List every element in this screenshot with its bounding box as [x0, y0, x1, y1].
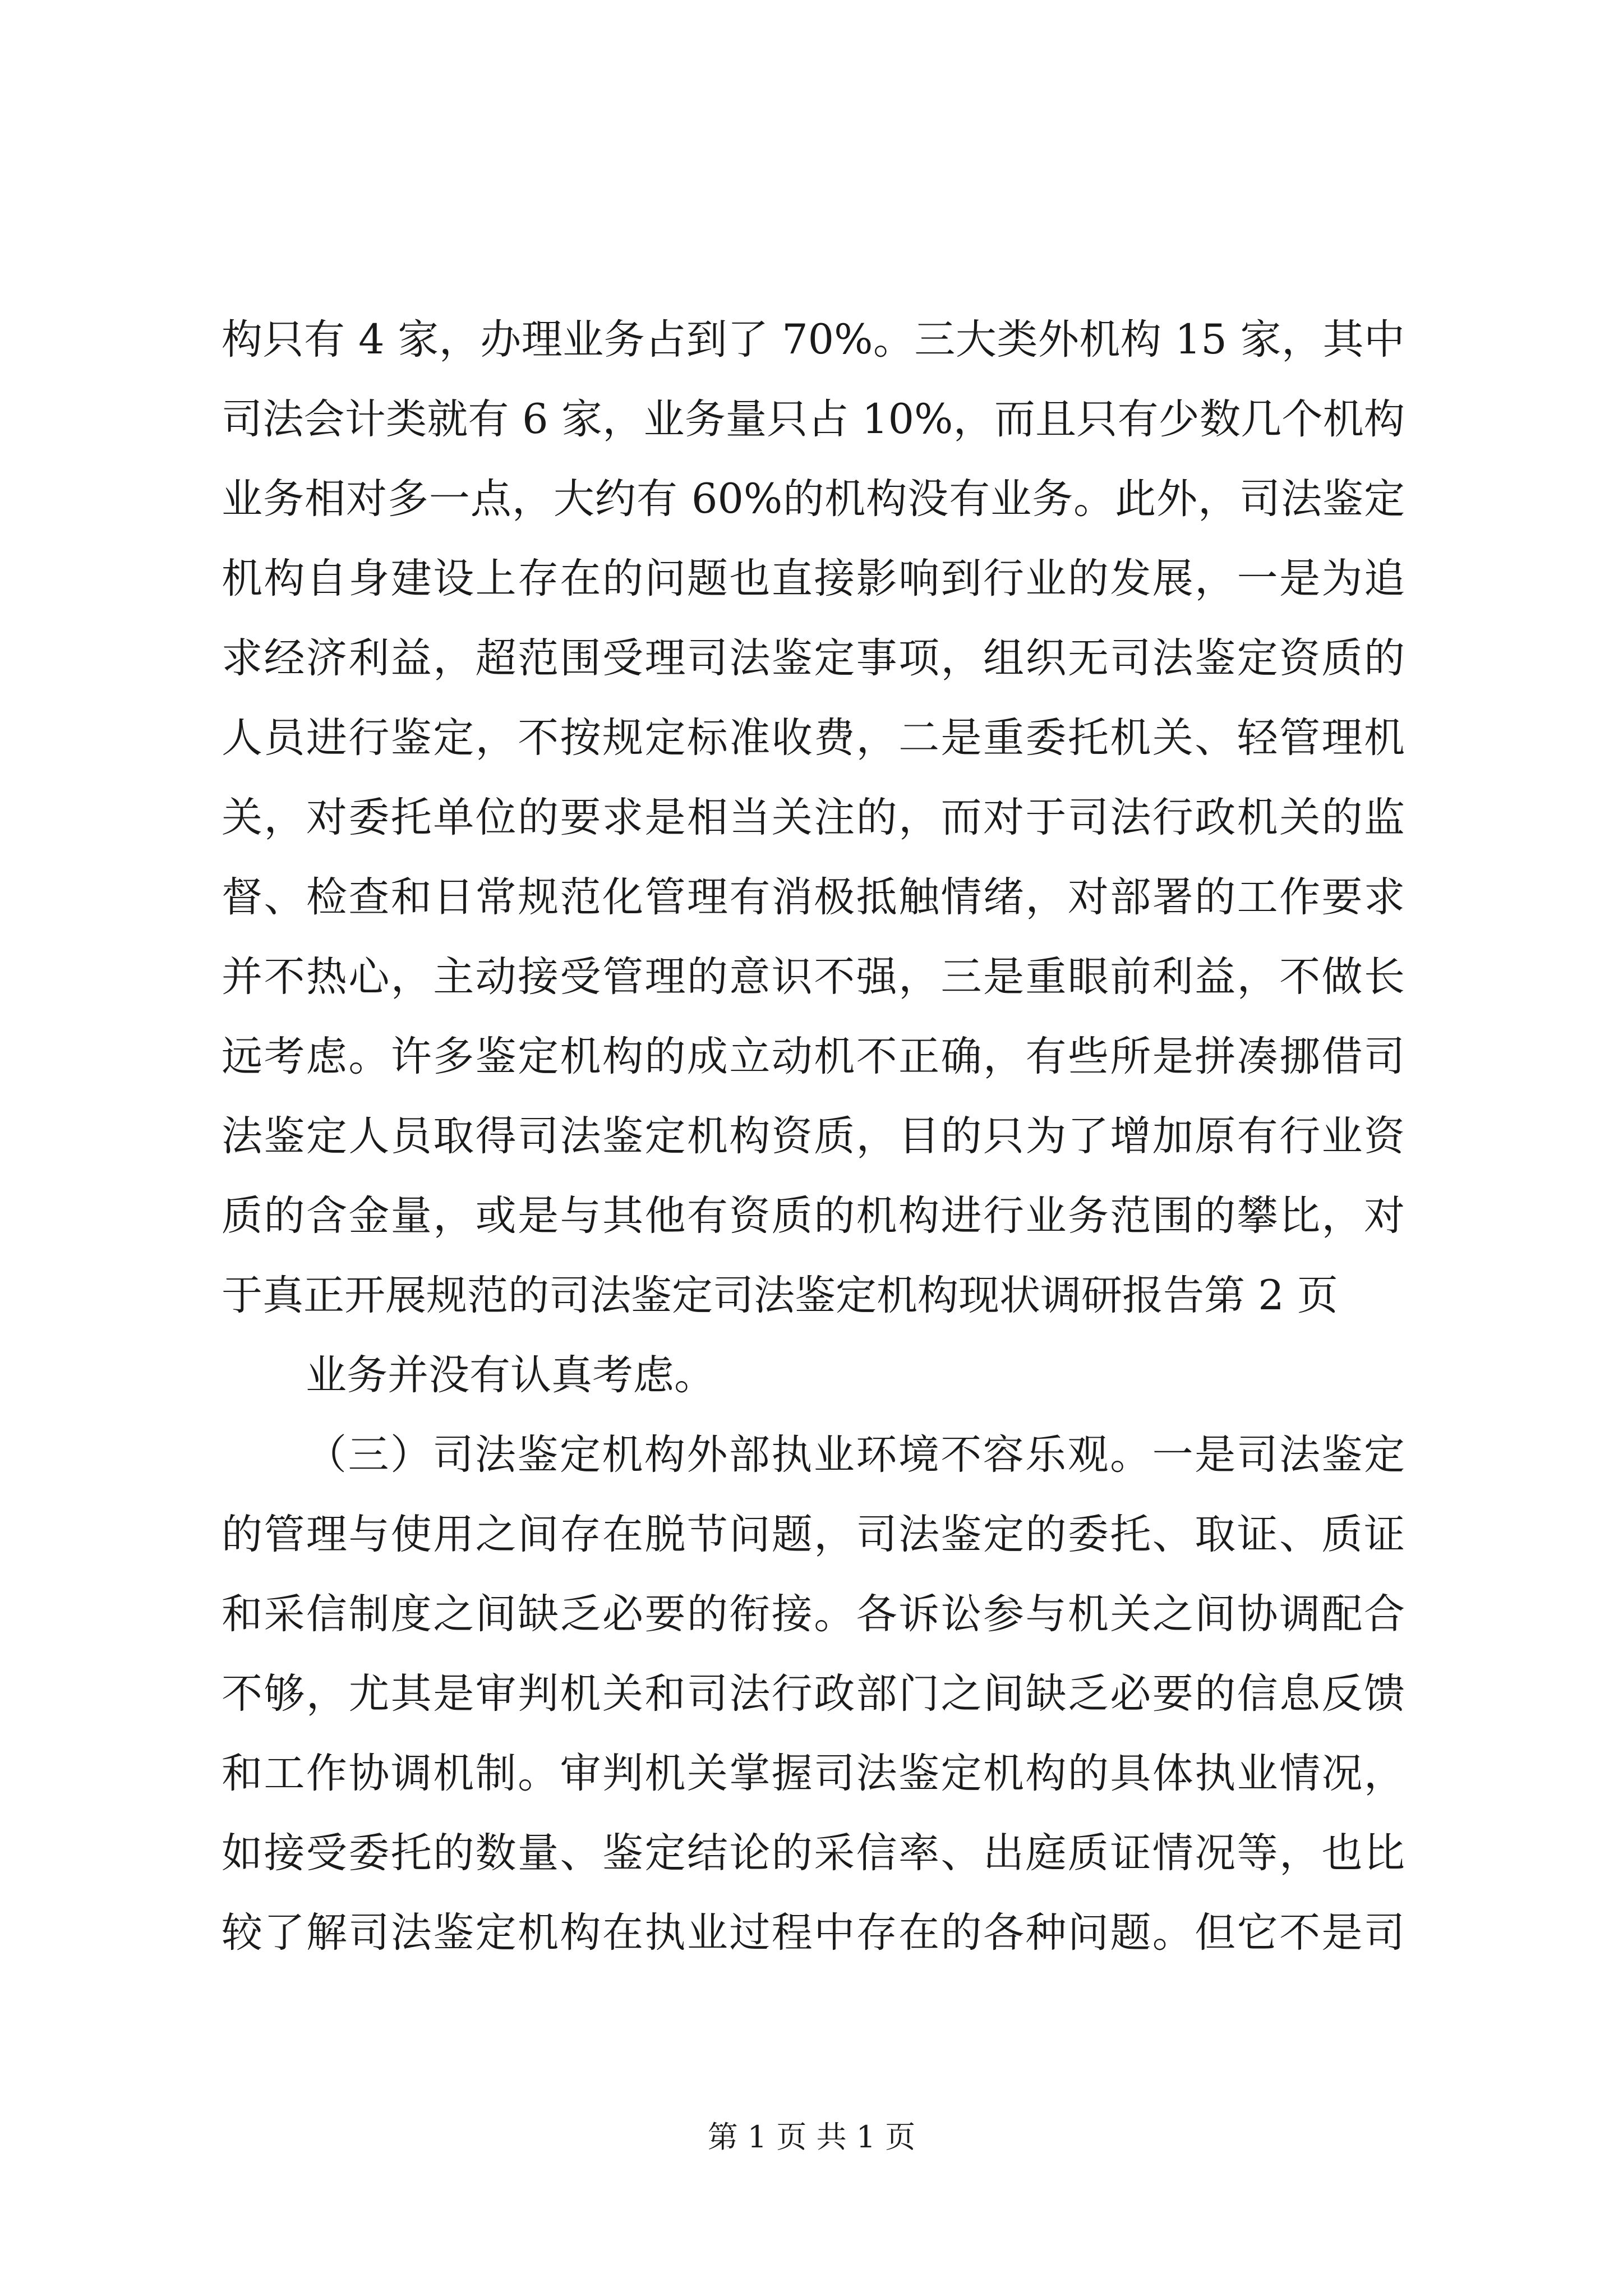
body-text — [222, 300, 1405, 1973]
text-line: 远考虑。许多鉴定机构的成立动机不正确，有些所是拼凑挪借司 — [222, 1033, 1405, 1080]
text-line: 人员进行鉴定，不按规定标准收费，二是重委托机关、轻管理机 — [222, 714, 1405, 762]
text-line: 质的含金量，或是与其他有资质的机构进行业务范围的攀比，对 — [222, 1192, 1405, 1240]
text-line: 求经济利益，超范围受理司法鉴定事项，组织无司法鉴定资质的 — [222, 634, 1405, 682]
text-line: 较了解司法鉴定机构在执业过程中存在的各种问题。但它不是司 — [222, 1909, 1405, 1957]
text-line: 于真正开展规范的司法鉴定司法鉴定机构现状调研报告第 2 页 — [222, 1272, 1338, 1319]
text-line: 不够，尤其是审判机关和司法行政部门之间缺乏必要的信息反馈 — [222, 1670, 1405, 1718]
page-footer: 第 1 页 共 1 页 — [707, 2119, 916, 2155]
text-line: 和工作协调机制。审判机关掌握司法鉴定机构的具体执业情况， — [222, 1750, 1405, 1797]
text-line: 的管理与使用之间存在脱节问题，司法鉴定的委托、取证、质证 — [222, 1511, 1405, 1558]
text-line: 并不热心，主动接受管理的意识不强，三是重眼前利益，不做长 — [222, 953, 1405, 1001]
paragraph-start-line: 业务并没有认真考虑。 — [306, 1351, 715, 1399]
text-line: 法鉴定人员取得司法鉴定机构资质，目的只为了增加原有行业资 — [222, 1112, 1405, 1160]
paragraph-start-line: （三）司法鉴定机构外部执业环境不容乐观。一是司法鉴定 — [306, 1431, 1405, 1479]
text-line: 关，对委托单位的要求是相当关注的，而对于司法行政机关的监 — [222, 794, 1405, 841]
text-line: 督、检查和日常规范化管理有消极抵触情绪，对部署的工作要求 — [222, 873, 1405, 921]
text-line: 构只有 4 家，办理业务占到了 70%。三大类外机构 15 家，其中 — [222, 316, 1405, 364]
text-line: 业务相对多一点，大约有 60%的机构没有业务。此外，司法鉴定 — [222, 475, 1405, 523]
text-line: 机构自身建设上存在的问题也直接影响到行业的发展，一是为追 — [222, 555, 1405, 602]
text-line: 如接受委托的数量、鉴定结论的采信率、出庭质证情况等，也比 — [222, 1829, 1405, 1877]
text-line: 司法会计类就有 6 家，业务量只占 10%，而且只有少数几个机构 — [222, 395, 1405, 443]
text-line: 和采信制度之间缺乏必要的衔接。各诉讼参与机关之间协调配合 — [222, 1590, 1405, 1638]
